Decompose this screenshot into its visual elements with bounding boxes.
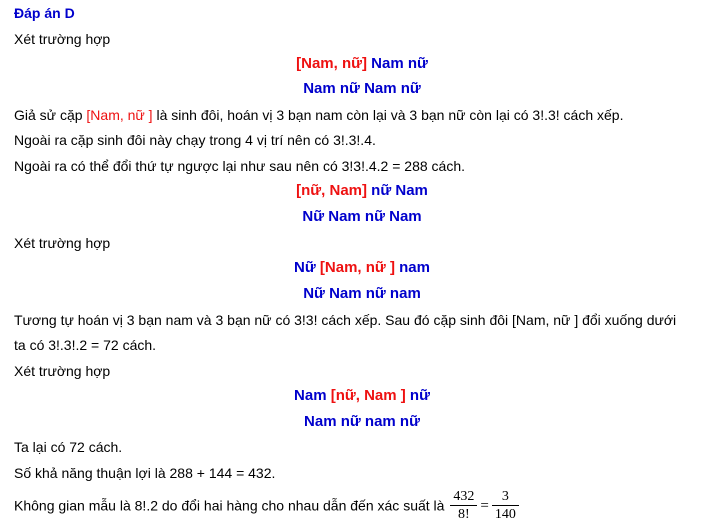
bracket-open: [ (319, 259, 325, 276)
comma: , (357, 259, 366, 276)
fraction-432-over-8-factorial (450, 488, 477, 523)
case3-line2: Nam nữ nam nữ (304, 413, 420, 430)
paragraph-2: Ngoài ra cặp sinh đôi này chạy trong 4 vị trí nên có 3!.3!.4. (14, 132, 376, 148)
case2-line2: Nữ Nam nữ nam (303, 285, 421, 302)
line-pre: Nam (294, 387, 331, 404)
bracket-open: [ (330, 387, 336, 404)
bracket-close: ] (362, 182, 367, 199)
word-nam: Nam (364, 387, 397, 404)
paragraph-1 (14, 106, 623, 124)
case3-line1 (0, 387, 724, 405)
bracket-open: [ (296, 55, 302, 72)
bracket-close: ] (396, 387, 406, 404)
equals-sign: = (480, 497, 489, 514)
case1-line1 (0, 55, 724, 73)
bracket-close: ] (362, 55, 367, 72)
word-nu: nữ (365, 259, 386, 276)
answer-title: Đáp án D (14, 5, 75, 21)
comma: , (321, 182, 330, 199)
line-rest: nữ (405, 387, 430, 404)
case-label-3: Xét trường hợp (14, 363, 111, 379)
comma: , (355, 387, 365, 404)
paragraph-5: ta có 3!.3!.2 = 72 cách. (14, 337, 157, 353)
case-label-1: Xét trường hợp (14, 31, 111, 47)
case-label-2: Xét trường hợp (14, 235, 111, 251)
word-nam: Nam (329, 182, 362, 199)
case1-line3 (0, 182, 724, 200)
paragraph-7: Số khả năng thuận lợi là 288 + 144 = 432. (14, 465, 276, 481)
line-pre: Nữ (294, 259, 320, 276)
line-rest: nam (394, 259, 430, 276)
fraction-numerator: 3 (492, 488, 519, 506)
word-nu: nữ (335, 387, 356, 404)
word-nam: Nam (324, 259, 358, 276)
word-nu: nữ (341, 55, 362, 72)
paragraph-4: Tương tự hoán vị 3 bạn nam và 3 bạn nữ có 3!3! cách xếp. Sau đó cặp sinh đôi [Nam, nữ ] đổi xuống dưới (14, 312, 677, 328)
fraction-denominator: 8! (458, 507, 470, 522)
word-nam: Nam (301, 55, 334, 72)
fraction-3-over-140 (492, 488, 519, 523)
paragraph-3: Ngoài ra có thể đổi thứ tự ngược lại như sau nên có 3!3!.4.2 = 288 cách. (14, 158, 465, 174)
bracket-close: ] (385, 259, 395, 276)
case1-line4: Nữ Nam nữ Nam (302, 208, 422, 225)
comma: , (333, 55, 342, 72)
line-rest: nữ Nam (367, 182, 428, 199)
fraction-denominator: 140 (494, 507, 516, 522)
p1-end: là sinh đôi, hoán vị 3 bạn nam còn lại và 3 bạn nữ còn lại có 3!.3! cách xếp. (152, 107, 624, 123)
fraction-numerator: 432 (450, 488, 477, 506)
paragraph-8 (14, 488, 521, 523)
case2-line1 (0, 259, 724, 277)
word-nu: nữ (301, 182, 322, 199)
paragraph-6: Ta lại có 72 cách. (14, 439, 123, 455)
p1-highlight: [Nam, nữ ] (82, 107, 153, 123)
p1-start: Giả sử cặp (14, 107, 83, 123)
bracket-open: [ (296, 182, 302, 199)
line-rest: Nam nữ (367, 55, 428, 72)
p8-text: Không gian mẫu là 8!.2 do đổi hai hàng cho nhau dẫn đến xác suất là (14, 497, 445, 514)
case1-line2: Nam nữ Nam nữ (303, 80, 421, 97)
